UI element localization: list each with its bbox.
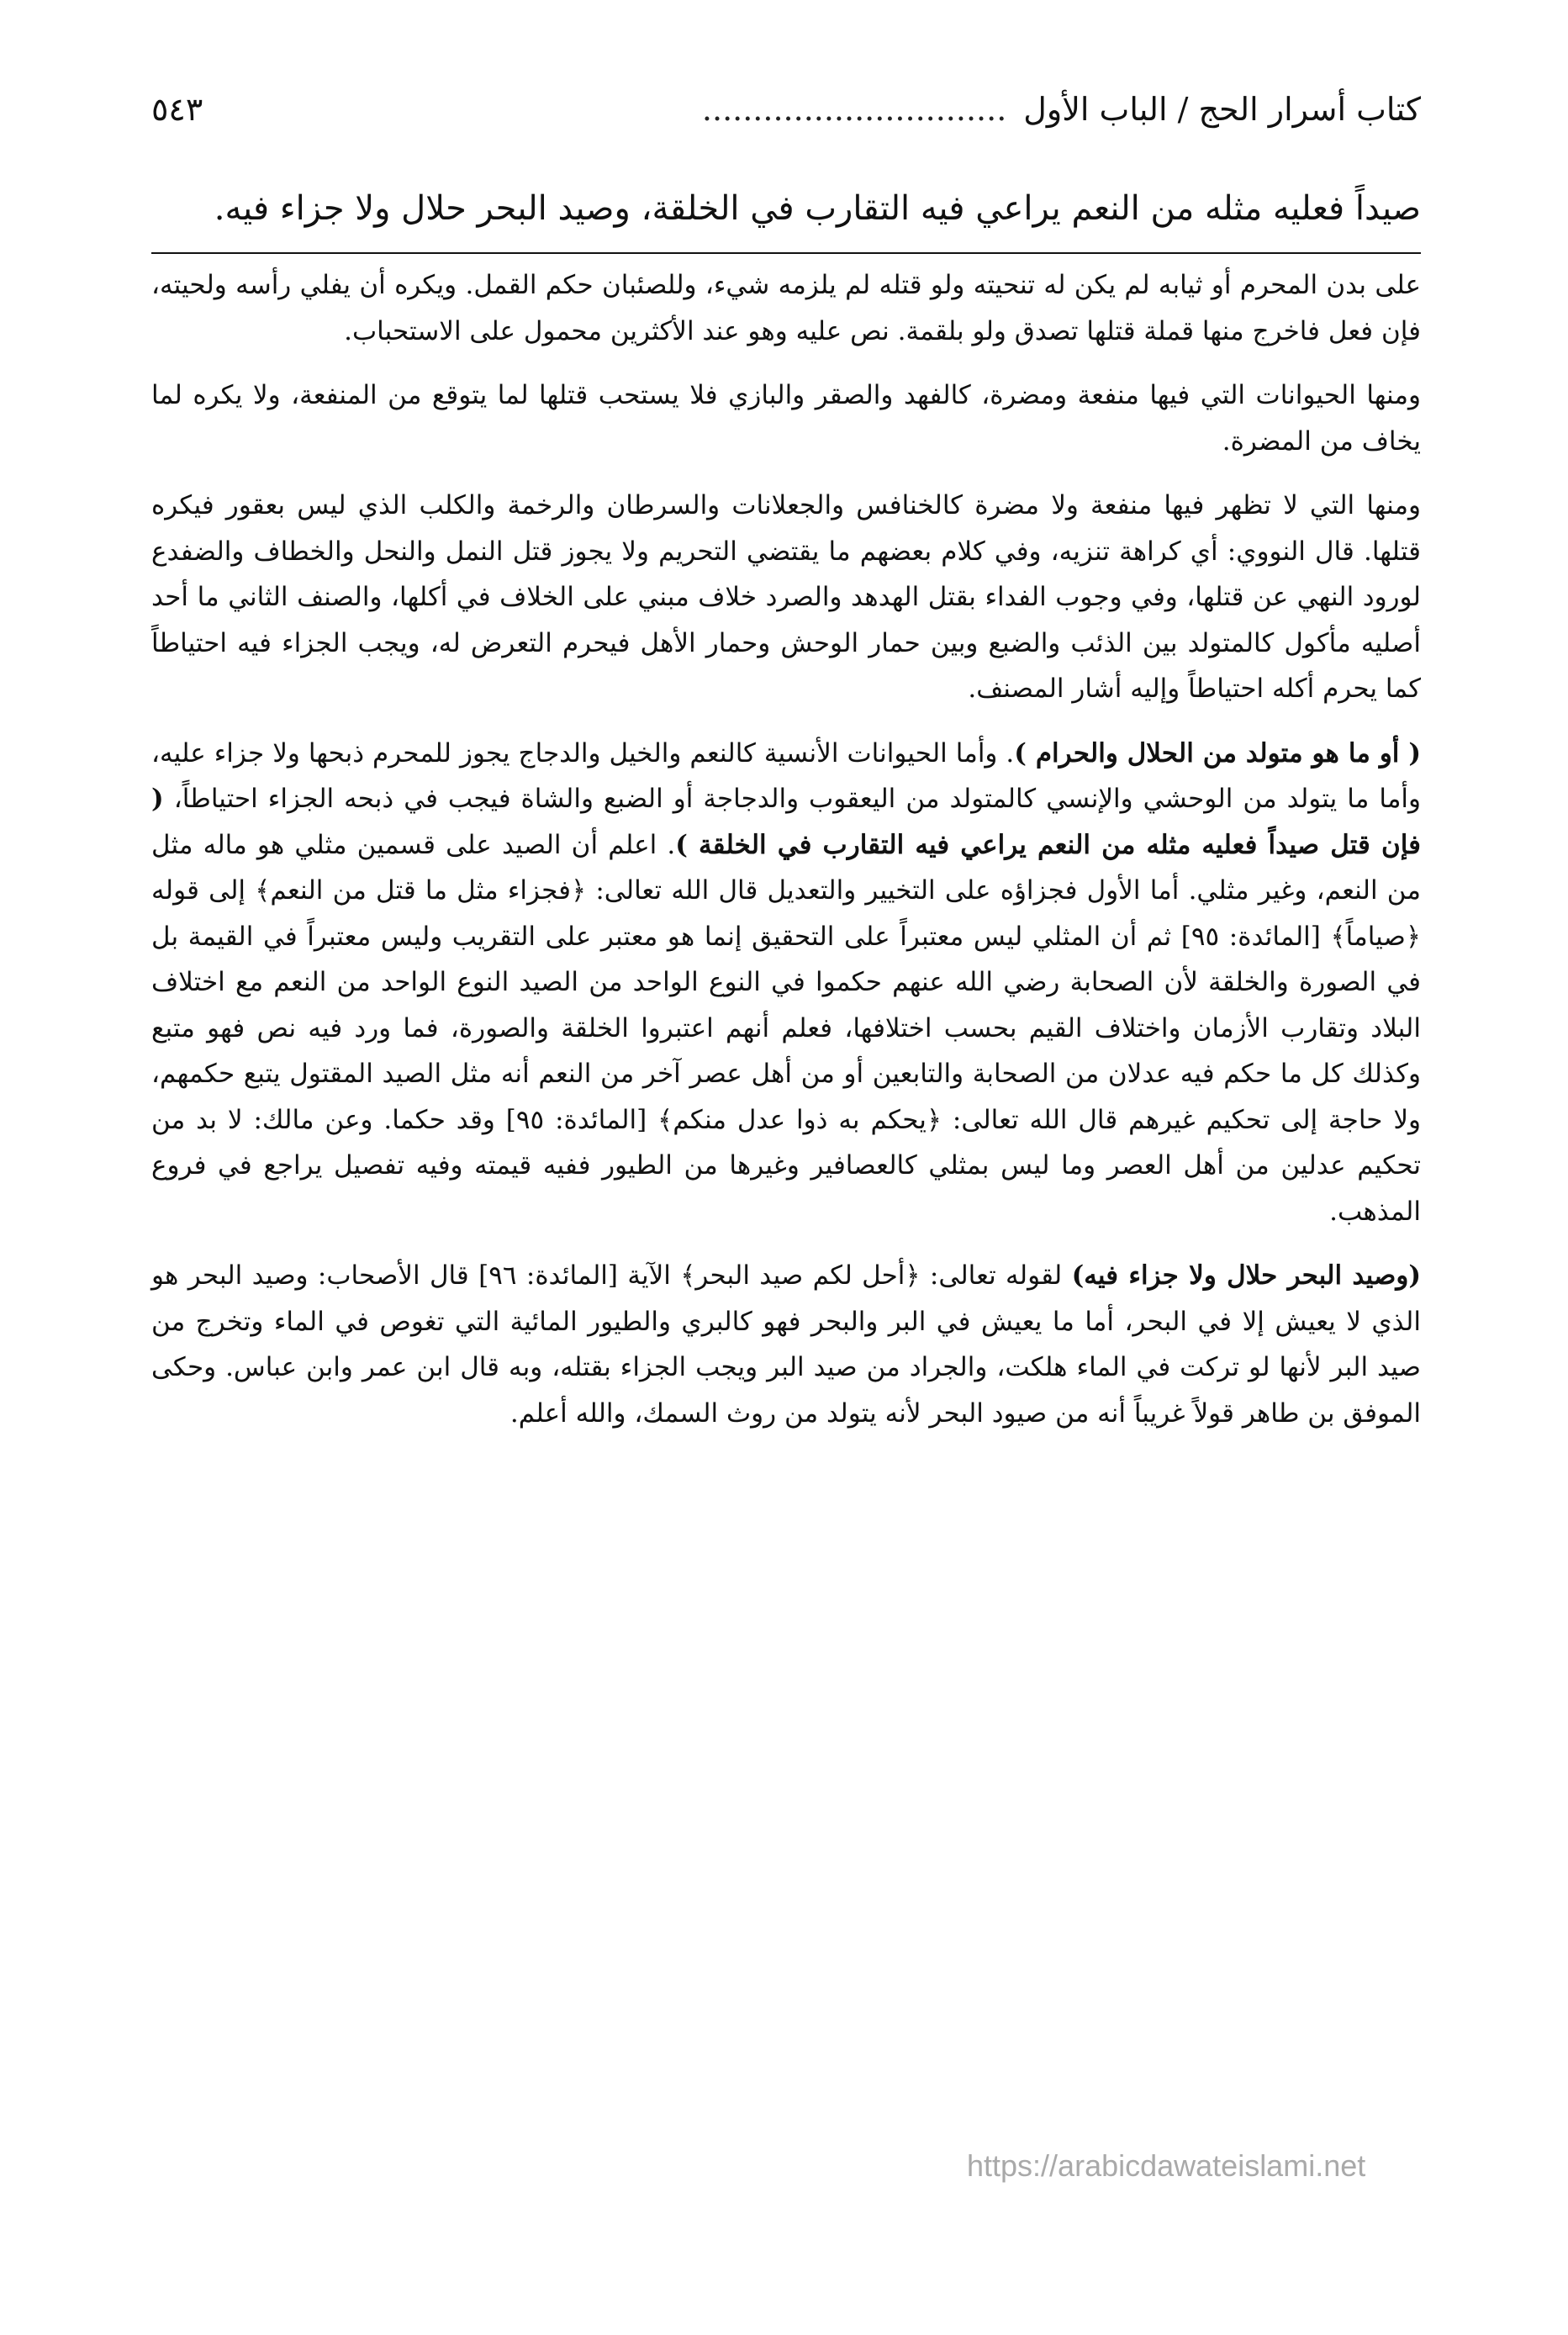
separator-rule: [151, 252, 1421, 254]
page-number: ٥٤٣: [151, 91, 203, 128]
commentary-text-4b: . اعلم أن الصيد على قسمين مثلي هو ماله مثل من النعم، وغير مثلي. أما الأول فجزاؤه على التخيير والتعديل قال الله تعالى: ﴿فجزاء مثل ما قتل من النعم﴾ إلى قوله ﴿صياماً﴾ [المائدة: ٩٥] ثم أن المثلي ليس معتبراً على التحقيق إنما هو معتبر على التقريب وليس معتبراً في القيمة بل في الصورة والخلقة لأن الصحابة رضي الله عنهم حكموا في النوع الواحد من الصيد النوع الواحد من النعم مع اختلاف البلاد وتقارب الأزمان واختلاف القيم بحسب اختلافها، فعلم أنهم اعتبروا الخلقة والصورة، فما ورد فيه نص فهو متبع وكذلك كل ما حكم فيه عدلان من الصحابة والتابعين أو من أهل عصر آخر من النعم أنه مثل الصيد المقتول يتبع حكمهم، ولا حاجة إلى تحكيم غيرهم قال الله تعالى: ﴿يحكم به ذوا عدل منكم﴾ [المائدة: ٩٥] وقد حكما. وعن مالك: لا بد من تحكيم عدلين من أهل العصر وما ليس بمثلي كالعصافير وغيرها من الطيور ففيه قيمته وفيه تفصيل يراجع في فروع المذهب.: [151, 829, 1422, 1227]
main-text: صيداً فعليه مثله من النعم يراعي فيه التقارب في الخلقة، وصيد البحر حلال ولا جزاء فيه.: [214, 189, 1421, 228]
commentary-text-5: لقوله تعالى: ﴿أحل لكم صيد البحر﴾ الآية [المائدة: ٩٦] قال الأصحاب: وصيد البحر هو الذي لا يعيش إلا في البحر، أما ما يعيش في البر والبحر فهو كالبري والطيور المائية التي تغوص في الماء وتخرج من صيد البر لأنها لو تركت في الماء هلكت، والجراد من صيد البر ويجب الجزاء بقتله، وبه قال ابن عمر وابن عباس. وحكى الموفق بن طاهر قولاً غريباً أنه من صيود البحر لأنه يتولد من روث السمك، والله أعلم.: [151, 1260, 1421, 1429]
quoted-matn-2: ( فإن قتل صيداً فعليه مثله من النعم يراعي فيه التقارب في الخلقة ): [151, 784, 1421, 860]
commentary-paragraph-1: على بدن المحرم أو ثيابه لم يكن له تنحيته ولو قتله لم يلزمه شيء، وللصئبان حكم القمل. ويكره أن يفلي رأسه ولحيته، فإن فعل فاخرج منها قملة قتلها تصدق ولو بلقمة. نص عليه وهو عند الأكثرين محمول على الاستحباب.: [151, 270, 1421, 346]
running-header: [151, 84, 1421, 143]
quoted-matn-1: ( أو ما هو متولد من الحلال والحرام ): [1014, 737, 1422, 769]
watermark-url: https://arabicdawateislami.net: [967, 2148, 1366, 2183]
quoted-matn-3: (وصيد البحر حلال ولا جزاء فيه): [1071, 1260, 1421, 1291]
commentary-paragraph-4: [151, 731, 1421, 1235]
running-title: كتاب أسرار الحج / الباب الأول: [1023, 91, 1421, 128]
book-page: [151, 84, 1421, 1455]
commentary-paragraph-5: [151, 1253, 1421, 1436]
commentary: [151, 262, 1421, 1436]
commentary-paragraph-2: ومنها الحيوانات التي فيها منفعة ومضرة، كالفهد والصقر والبازي فلا يستحب قتلها لما يتوقع من المنفعة، ولا يكره لما يخاف من المضرة.: [151, 380, 1421, 457]
commentary-paragraph-3: ومنها التي لا تظهر فيها منفعة ولا مضرة كالخنافس والجعلانات والسرطان والرخمة والكلب الذي ليس بعقور فيكره قتلها. قال النووي: أي كراهة تنزيه، وفي كلام بعضهم ما يقتضي التحريم ولا يجوز قتل النمل والنحل والخطاف والضفدع لورود النهي عن قتلها، وفي وجوب الفداء بقتل الهدهد والصرد خلاف مبني على الخلاف في أكلها، والصنف الثاني ما أحد أصليه مأكول كالمتولد بين الذئب والضبع وبين حمار الوحش وحمار الأهل فيحرم التعرض له، ويجب الجزاء فيه احتياطاً كما يحرم أكله احتياطاً وإليه أشار المصنف.: [151, 490, 1421, 704]
leader-dots: ..............................: [701, 91, 1007, 128]
commentary-text-4a: . وأما الحيوانات الأنسية كالنعم والخيل والدجاج يجوز للمحرم ذبحها ولا جزاء عليه، وأما ما يتولد من الوحشي والإنسي كالمتولد من اليعقوب والدجاجة أو الضبع والشاة فيجب في ذبحه الجزاء احتياطاً،: [151, 737, 1422, 814]
